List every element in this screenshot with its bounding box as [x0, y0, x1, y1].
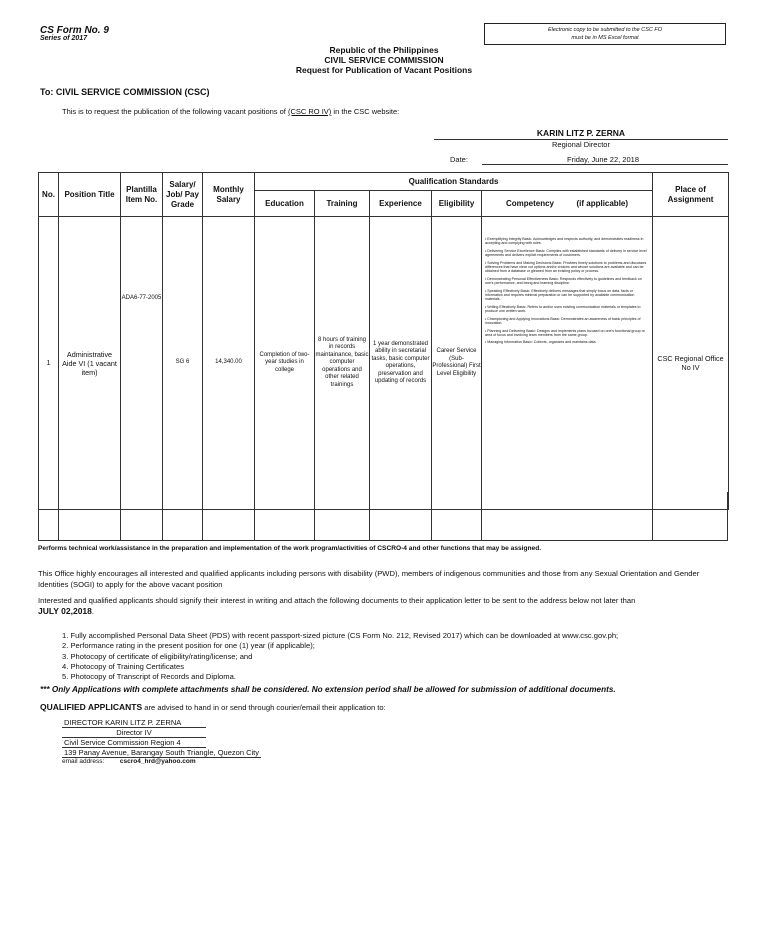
address-block [62, 718, 261, 765]
table-bottom-line [38, 540, 728, 541]
cell-education: Completion of two-year studies in college [255, 217, 315, 510]
header-eligibility: Eligibility [432, 191, 482, 217]
deadline-date: JULY 02,2018 [38, 606, 92, 616]
competency-item: • Writing Effectively Basic: Refers to and/or uses existing communication materials or templates to produce one written work. [485, 304, 641, 314]
form-series: Series of 2017 [40, 35, 88, 42]
cell-position-title: Administrative Aide VI (1 vacant item) [59, 217, 121, 510]
signatory-title: Regional Director [552, 140, 610, 149]
request-office: (CSC RO IV) [287, 107, 332, 116]
competency-item: • Planning and Delivering Basic: Designs and implements plans focused on one's functional group or area of focus and involving team members from the same group. [485, 328, 645, 337]
table-continuation-line [727, 492, 728, 540]
competency-item: • Demonstrating Personal Effectiveness Basic: Responds effectively to guidelines and feedback on one's performance, and being and learning discipline. [485, 276, 642, 286]
table-continuation-line [38, 492, 39, 540]
table-continuation-line [254, 492, 255, 540]
list-item: 1. Fully accomplished Personal Data Sheet (PDS) with recent passport-sized picture (CS Form No. 212, Revised 2017) which can be downloaded at www.csc.gov.ph; [62, 631, 619, 640]
duties-statement: Performs technical work/assistance in the preparation and implementation of the work program/activities of CSCRO-4 and other functions that may be assigned. [38, 545, 542, 552]
table-continuation-line [652, 492, 653, 540]
address-line-2: Director IV [62, 728, 206, 738]
header-place: Place of Assignment [653, 173, 729, 217]
table-continuation-line [120, 492, 121, 540]
cell-training: 8 hours of training in records maintainance, basic computer operations and other related trainings [315, 217, 370, 510]
header-position-title: Position Title [59, 173, 121, 217]
competency-item: • Championing and Applying Innovations Basic: Demonstrates an awareness of basic principles of innovation. [485, 316, 641, 326]
table-row [39, 217, 729, 510]
header-competency-note: (if applicable) [576, 198, 629, 208]
table-continuation-line [162, 492, 163, 540]
request-statement [62, 107, 399, 116]
cell-no: 1 [39, 217, 59, 510]
address-line-3: Civil Service Commission Region 4 [62, 738, 206, 748]
instruction-paragraph: Interested and qualified applicants should signify their interest in writing and attach the following documents to their application letter to be sent to the address below not later than JULY 02,2018. [38, 596, 636, 616]
table-continuation-line [431, 492, 432, 540]
header-experience: Experience [370, 191, 432, 217]
address-line-4: 139 Panay Avenue, Barangay South Triangle, Quezon City [64, 748, 259, 757]
cell-eligibility: Career Service (Sub-Professional) First Level Eligibility [432, 217, 482, 510]
cell-salary-grade: SG 6 [163, 217, 203, 510]
qualified-applicants-notice [40, 702, 386, 712]
signatory-name: KARIN LITZ P. ZERNA [536, 128, 626, 138]
table-continuation-line [369, 492, 370, 540]
header-competency-label: Competency [505, 198, 554, 208]
competency-item: • Solving Problems and Making Decisions Basic: Provides timely solutions to problems and discusses differences that have clear cut options and/or choices and whose solutions are available and can be obtained from a database or gleaned from an existing policy or process. [485, 260, 647, 274]
instruction-text: Interested and qualified applicants should signify their interest in writing and attach the following documents to their application letter to be sent to the address below not later than [38, 596, 636, 605]
header-salary-grade: Salary/ Job/ Pay Grade [163, 173, 203, 217]
qualified-label: QUALIFIED APPLICANTS [40, 702, 143, 712]
date-line [482, 164, 728, 165]
date-label: Date: [450, 155, 468, 164]
ecopy-line-2: must be in MS Excel format [571, 35, 639, 41]
header-plantilla: Plantilla Item No. [121, 173, 163, 217]
form-number: CS Form No. 9 [40, 25, 109, 36]
table-continuation-line [314, 492, 315, 540]
address-line-1: DIRECTOR KARIN LITZ P. ZERNA [62, 718, 206, 728]
table-continuation-line [481, 492, 482, 540]
encouragement-paragraph: This Office highly encourages all interested and qualified applicants including persons with disability (PWD), members of indigenous communities and those from any Sexual Orientation and Gender Identities (SOGI) to apply for the above vacant position [38, 569, 700, 589]
header-csc: CIVIL SERVICE COMMISSION [324, 55, 444, 65]
cell-monthly-salary: 14,340.00 [203, 217, 255, 510]
cell-place: CSC Regional Office No IV [653, 217, 729, 510]
completeness-warning: *** Only Applications with complete attachments shall be considered. No extension period shall be allowed for submission of additional documents. [40, 685, 616, 694]
list-item: 3. Photocopy of certificate of eligibility/rating/license; and [62, 651, 253, 661]
table-continuation-line [202, 492, 203, 540]
header-training: Training [315, 191, 370, 217]
header-request-title: Request for Publication of Vacant Positions [295, 65, 473, 75]
addressee: To: CIVIL SERVICE COMMISSION (CSC) [40, 87, 210, 97]
cell-plantilla: ADA6-77-2005 [121, 217, 163, 510]
header-republic: Republic of the Philippines [329, 45, 439, 55]
request-prefix: This is to request the publication of the following vacant positions of [62, 107, 288, 116]
competency-item: • Exemplifying Integrity Basic: Acknowledges and respects authority, and demonstrates readiness in accepting and complying with rules. [485, 237, 644, 246]
header-competency [482, 191, 653, 217]
competency-item: • Managing Information Basic: Collects, organizes and maintains data. [485, 340, 597, 345]
header-no: No. [39, 173, 59, 217]
list-item: 4. Photocopy of Training Certificates [62, 661, 184, 671]
competency-item: • Delivering Service Excellence Basic: Complies with established standards of delivery in service level agreements and delivers explicit requirements of customers. [485, 248, 647, 258]
vacancy-table [38, 172, 729, 510]
documents-list [62, 631, 618, 682]
email-link[interactable]: cscro4_hrd@yahoo.com [119, 758, 196, 765]
ecopy-note [484, 23, 726, 45]
date-value: Friday, June 22, 2018 [567, 155, 639, 164]
header-education: Education [255, 191, 315, 217]
cell-competency [482, 217, 653, 510]
table-continuation-line [58, 492, 59, 540]
qualified-text: are advised to hand in or send through courier/email their application to: [142, 703, 386, 712]
header-monthly-salary: Monthly Salary [203, 173, 255, 217]
header-qualification-standards: Qualification Standards [255, 173, 653, 191]
cell-experience: 1 year demonstrated ability in secretarial tasks, basic computer operations, preservation and updating of records [370, 217, 432, 510]
competency-item: • Speaking Effectively Basic: Effectively delivers messages that simply focus on data, facts or information and requires minimal preparation or can be supported by available communication materials. [485, 288, 635, 302]
list-item: 5. Photocopy of Transcript of Records and Diploma. [62, 672, 236, 682]
list-item: 2. Performance rating in the present position for one (1) year (if applicable); [62, 641, 315, 651]
request-suffix: in the CSC website: [331, 107, 400, 116]
email-label: email address: [62, 758, 105, 765]
ecopy-line-1: Electronic copy to be submitted to the CSC FO [547, 27, 663, 33]
